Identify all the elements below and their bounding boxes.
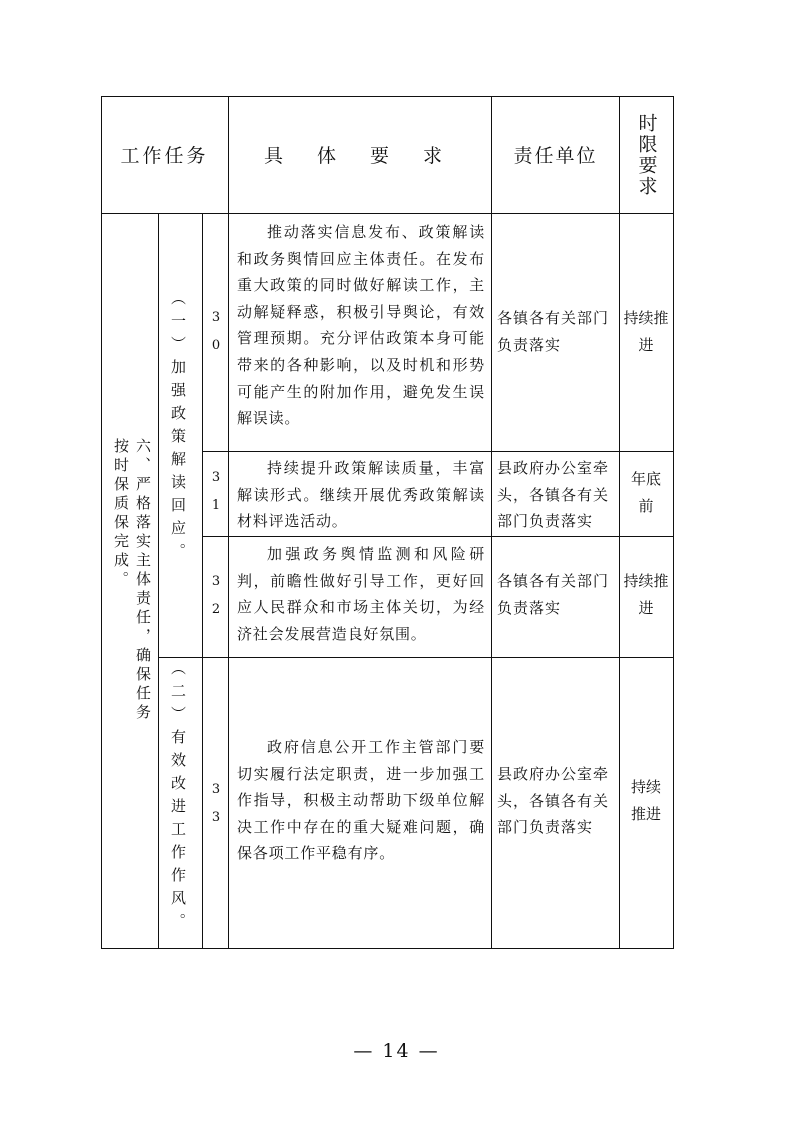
group-label-1: （一）加强政策解读回应。 bbox=[169, 290, 187, 566]
row-time-32: 持续推进 bbox=[623, 572, 669, 617]
row-requirement-33: 政府信息公开工作主管部门要切实履行法定职责，进一步加强工作指导，积极主动帮助下级单位解决工作中存在的重大疑难问题，确保各项工作平稳有序。 bbox=[237, 738, 485, 863]
row-unit-31: 县政府办公室牵头，各镇各有关部门负责落实 bbox=[497, 459, 610, 531]
row-number-32-bottom: 2 bbox=[211, 602, 221, 617]
header-time: 时限要求 bbox=[635, 112, 658, 197]
section-label: 六、严格落实主体责任，确保任务按时保质保完成。 bbox=[112, 438, 152, 723]
row-unit-32: 各镇各有关部门负责落实 bbox=[497, 572, 610, 617]
header-task: 工作任务 bbox=[120, 145, 209, 167]
row-requirement-32: 加强政务舆情监测和风险研判，前瞻性做好引导工作，更好回应人民群众和市场主体关切，为经济社会发展营造良好氛围。 bbox=[237, 545, 485, 643]
row-divider-32-33 bbox=[158, 657, 674, 658]
row-time-31: 年底前 bbox=[630, 470, 661, 515]
row-requirement-30: 推动落实信息发布、政策解读和政务舆情回应主体责任。在发布重大政策的同时做好解读工作，主动解疑释惑，积极引导舆论，有效管理预期。充分评估政策本身可能带来的各种影响，以及时机和形势可能产生的附加作用，避免发生误解误读。 bbox=[237, 223, 485, 428]
row-number-30-top: 3 bbox=[211, 310, 221, 325]
row-number-31-top: 3 bbox=[211, 470, 221, 485]
group-label-2: （二）有效改进工作作风。 bbox=[169, 660, 187, 936]
page-number: — 14 — bbox=[353, 1040, 440, 1062]
row-number-33-top: 3 bbox=[211, 782, 221, 797]
header-requirement: 具 体 要 求 bbox=[263, 145, 457, 167]
row-divider-31-32 bbox=[202, 536, 674, 537]
row-number-30-bottom: 0 bbox=[211, 338, 221, 353]
row-time-30: 持续推进 bbox=[623, 309, 669, 354]
row-unit-33: 县政府办公室牵头，各镇各有关部门负责落实 bbox=[497, 765, 610, 837]
row-divider-30-31 bbox=[202, 451, 674, 452]
header-time-cell bbox=[620, 96, 674, 213]
row-number-32-top: 3 bbox=[211, 574, 221, 589]
col-divider-section bbox=[158, 214, 159, 949]
row-number-33-bottom: 3 bbox=[211, 810, 221, 825]
col-divider-requirement bbox=[491, 96, 492, 949]
header-divider bbox=[101, 213, 674, 214]
header-unit: 责任单位 bbox=[513, 145, 598, 167]
row-unit-30: 各镇各有关部门负责落实 bbox=[497, 309, 610, 354]
row-number-31-bottom: 1 bbox=[211, 498, 221, 513]
row-time-33: 持续推进 bbox=[630, 778, 661, 823]
row-requirement-31: 持续提升政策解读质量，丰富解读形式。继续开展优秀政策解读材料评选活动。 bbox=[237, 459, 485, 531]
